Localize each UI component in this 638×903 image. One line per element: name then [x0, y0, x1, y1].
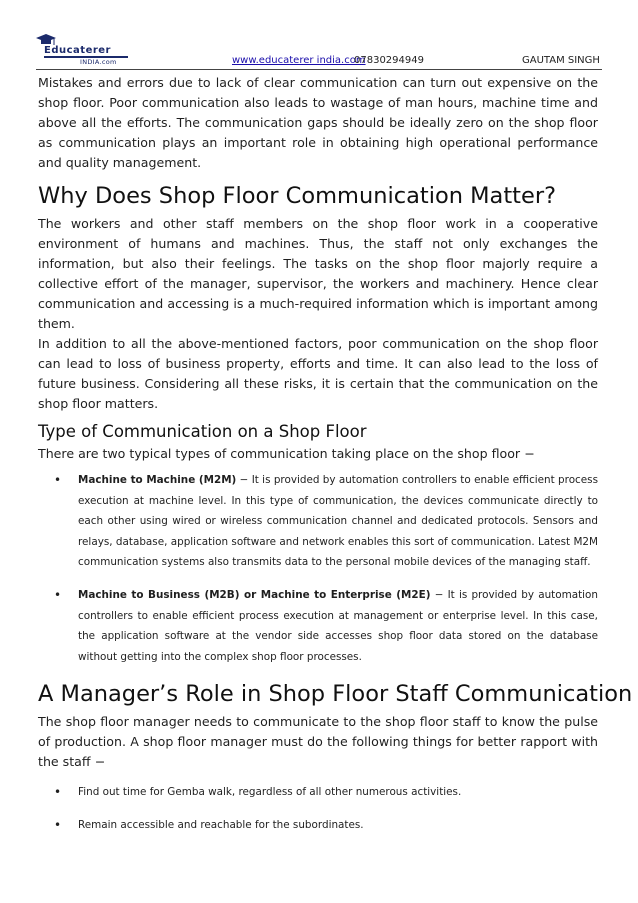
- logo-wordmark: Educaterer: [44, 45, 111, 56]
- website-link[interactable]: www.educaterer india.com: [232, 55, 366, 66]
- bullet-icon: •: [54, 817, 62, 832]
- bullet-icon: •: [54, 587, 62, 602]
- bullet-icon: •: [54, 473, 62, 487]
- logo-subtext: INDIA.com: [80, 58, 117, 66]
- paragraph: The shop floor manager needs to communicate to the shop floor staff to know the pulse of production. A shop floor manager must do the following things for better rapport with the staff −: [38, 714, 598, 770]
- page-header: [0, 0, 638, 72]
- list-item-text: Remain accessible and reachable for the subordinates.: [78, 818, 364, 831]
- author-name: GAUTAM SINGH: [522, 55, 600, 66]
- communication-types-list: [38, 470, 598, 667]
- list-item-text: − It is provided by automation controllers to enable efficient process execution at machine level. In this type of communication, the devices communicate directly to each other using wired or wireless communication channel and dedicated protocols. Sensors and relays, database, application software and network enables this sort of communication. Latest M2M communication systems also transmits data to the personal mobile devices of the managing staff.: [78, 474, 598, 569]
- header-divider: [36, 69, 602, 70]
- list-item: [38, 782, 598, 803]
- phone-number: 07830294949: [354, 55, 424, 66]
- list-item-text: − It is provided by automation controllers to enable efficient process execution at management or enterprise level. In this case, the application software at the vendor side accesses shop floor data stored on the database without getting into the complex shop floor processes.: [78, 588, 598, 663]
- section-heading-manager-role: A Manager’s Role in Shop Floor Staff Communication: [38, 681, 633, 708]
- paragraph: The workers and other staff members on the shop floor work in a cooperative environment of humans and machines. Thus, the staff not only exchanges the information, but also their feelings. The tasks on the shop floor majorly require a collective effort of the manager, supervisor, the workers and machinery. Hence clear communication and accessing is a much-required information which is important among them.: [38, 216, 598, 331]
- paragraph: In addition to all the above-mentioned factors, poor communication on the shop floor can lead to loss of business property, efforts and time. It can also lead to the loss of future business. Considering all these risks, it is certain that the communication on the shop floor matters.: [38, 336, 598, 411]
- paragraph: There are two typical types of communication taking place on the shop floor −: [38, 446, 535, 461]
- document-body: [38, 73, 633, 848]
- manager-tasks-list: [38, 782, 598, 835]
- list-item: [38, 470, 598, 573]
- section-heading-types-of-communication: Type of Communication on a Shop Floor: [38, 422, 367, 441]
- educaterer-logo: [36, 33, 146, 71]
- list-item-text: Find out time for Gemba walk, regardless of all other numerous activities.: [78, 786, 462, 799]
- list-item-title: Machine to Machine (M2M): [78, 474, 237, 486]
- list-item: [38, 585, 598, 667]
- section-heading-why-communication-matters: Why Does Shop Floor Communication Matter?: [38, 183, 557, 209]
- intro-paragraph: Mistakes and errors due to lack of clear communication can turn out expensive on the shop floor. Poor communication also leads to wastage of man hours, machine time and above all the efforts. The communication gaps should be ideally zero on the shop floor as communication plays an important role in obtaining high operational performance and quality management.: [38, 75, 598, 170]
- list-item: [38, 815, 598, 836]
- bullet-icon: •: [54, 785, 62, 800]
- list-item-title: Machine to Business (M2B) or Machine to Enterprise (M2E): [78, 588, 431, 601]
